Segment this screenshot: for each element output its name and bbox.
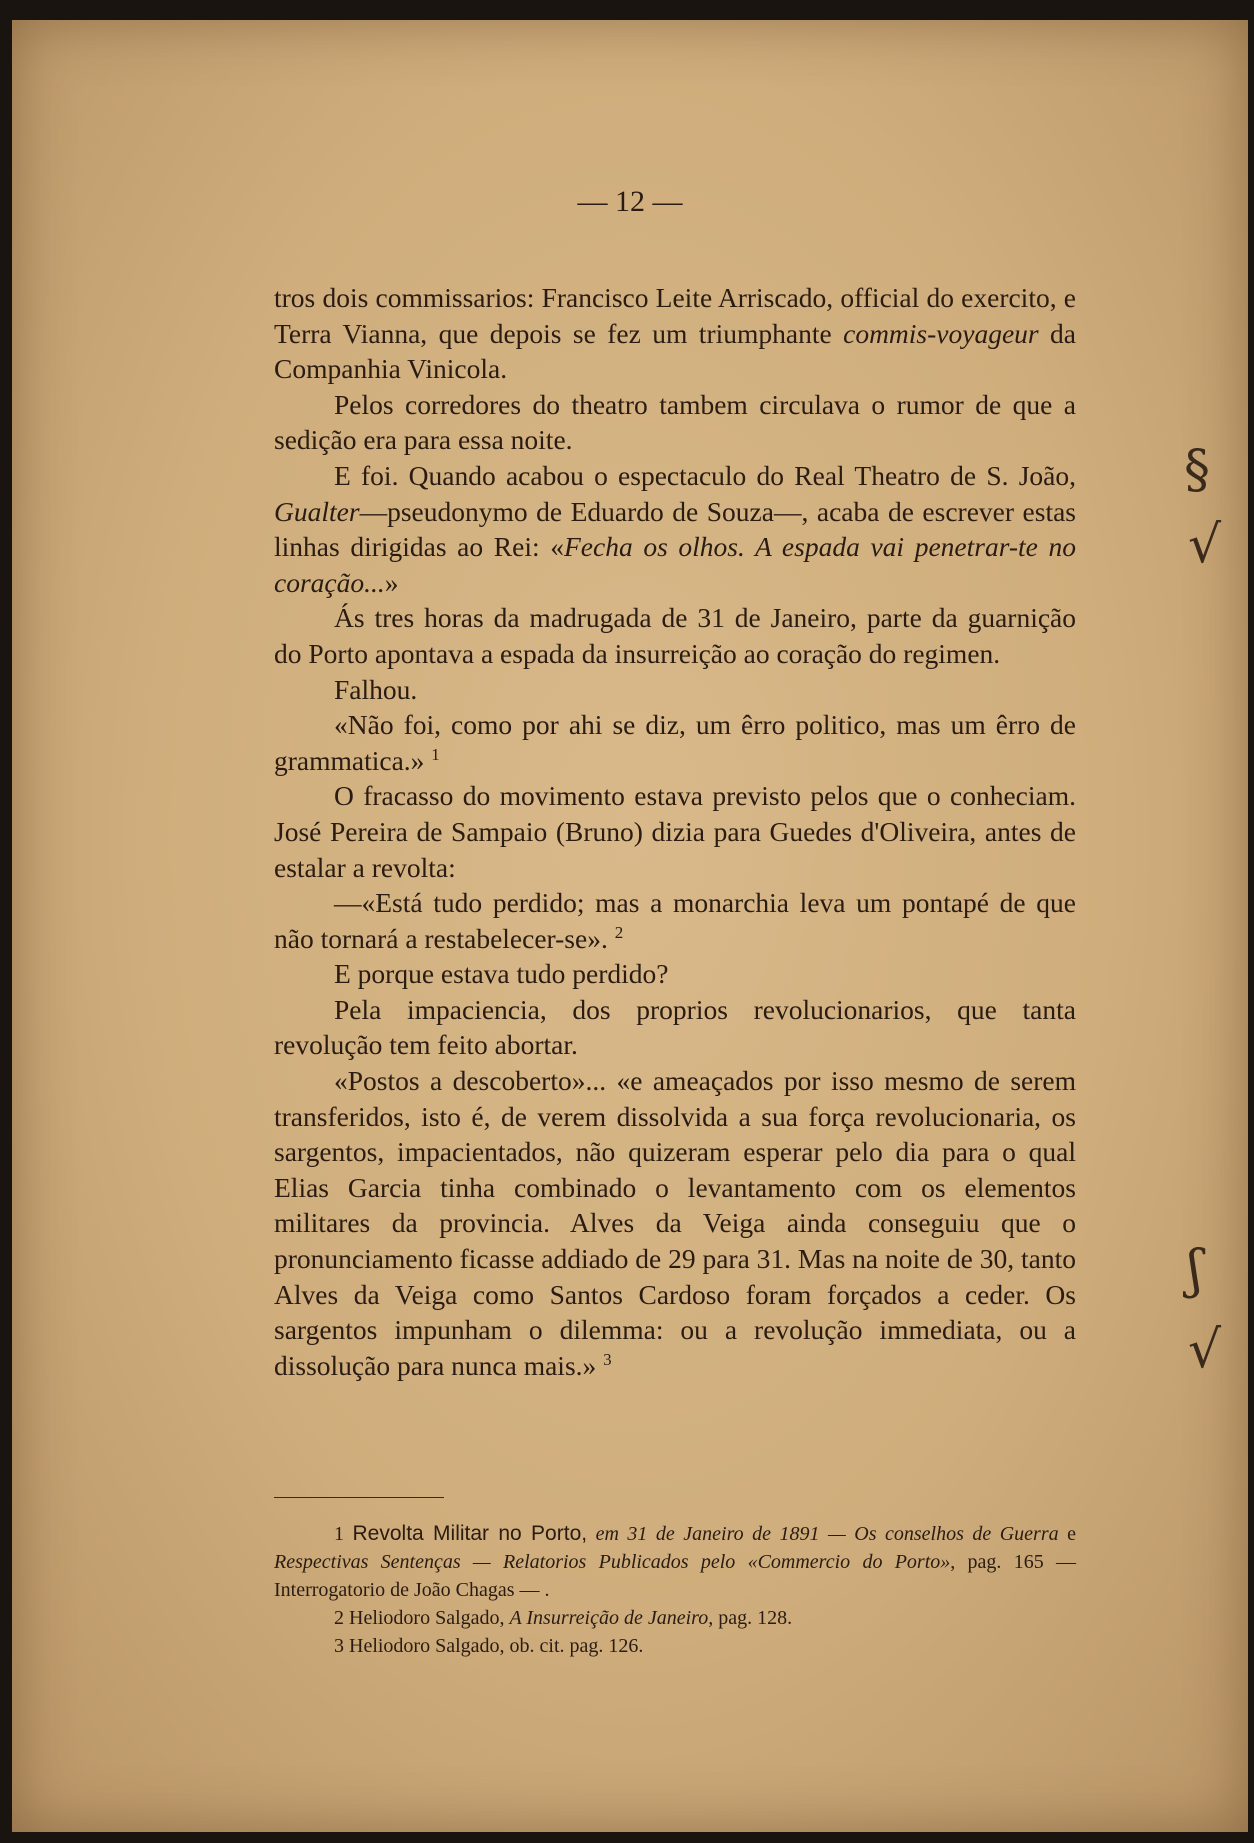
footnote-segment: A Insurreição de Janeiro bbox=[509, 1607, 709, 1629]
text-segment: «Não foi, como por ahi se diz, um êrro politico, mas um êrro de grammatica.» bbox=[274, 709, 1076, 776]
margin-annotation-mark: ʃ bbox=[1188, 1240, 1203, 1300]
margin-annotation-mark: √ bbox=[1188, 1320, 1222, 1380]
margin-annotation-mark: § bbox=[1184, 440, 1210, 500]
footnote-segment: Respectivas Sentenças — Relatorios Publicados pelo «Commercio do Porto» bbox=[274, 1551, 951, 1573]
paragraph bbox=[274, 280, 1076, 387]
margin-annotation-mark: √ bbox=[1188, 515, 1222, 575]
footnote-ref: 1 bbox=[431, 744, 440, 764]
text-segment: —pseudonymo de Eduardo de Souza—, acaba de escrever estas linhas dirigidas ao Rei: « bbox=[274, 495, 1076, 563]
text-segment: E porque estava tudo perdido? bbox=[334, 958, 669, 990]
paragraph bbox=[274, 672, 1076, 708]
text-segment: commis-voyageur bbox=[843, 317, 1039, 349]
text-segment: Fecha os olhos. A espada vai penetrar-te no coração... bbox=[274, 531, 1076, 598]
paragraph bbox=[274, 956, 1076, 992]
paragraph bbox=[274, 885, 1076, 956]
footnote-ref: 3 bbox=[603, 1349, 612, 1369]
footnote-ref: 2 bbox=[614, 922, 624, 942]
body-text bbox=[274, 280, 1076, 1383]
text-segment: Ás tres horas da madrugada de 31 de Janeiro, parte da guarnição do Porto apontava a espada da insurreição ao coração do regimen. bbox=[274, 602, 1076, 669]
text-segment: » bbox=[384, 566, 399, 598]
footnote-divider bbox=[274, 1497, 444, 1498]
paragraph bbox=[274, 458, 1076, 600]
footnote bbox=[274, 1632, 1076, 1660]
footnotes bbox=[274, 1520, 1076, 1660]
paragraph bbox=[274, 600, 1076, 671]
footnote-segment: em 31 de Janeiro de 1891 — Os conselhos de Guerra bbox=[587, 1523, 1059, 1545]
footnote-segment: 3 Heliodoro Salgado, ob. cit. pag. 126. bbox=[334, 1635, 644, 1657]
text-segment: Pela impaciencia, dos proprios revolucionarios, que tanta revolução tem feito abortar. bbox=[274, 993, 1076, 1061]
paragraph bbox=[274, 778, 1076, 885]
text-segment: da Companhia Vinicola. bbox=[274, 317, 1076, 385]
page-sheet bbox=[12, 20, 1248, 1832]
paragraph bbox=[274, 992, 1076, 1063]
footnote-segment: , pag. 165 — Interrogatorio de João Chagas — . bbox=[274, 1551, 1076, 1601]
footnote bbox=[274, 1520, 1076, 1604]
paragraph bbox=[274, 707, 1076, 778]
text-segment: O fracasso do movimento estava previsto pelos que o conheciam. José Pereira de Sampaio (Bruno) dizia para Guedes d'Oliveira, antes de estalar a revolta: bbox=[274, 780, 1076, 883]
text-segment: —«Está tudo perdido; mas a monarchia leva um pontapé de que não tornará a restabelecer-se». bbox=[274, 887, 1076, 954]
text-segment: Pelos corredores do theatro tambem circulava o rumor de que a sedição era para essa noite. bbox=[274, 388, 1076, 456]
paragraph bbox=[274, 1063, 1076, 1383]
text-segment: E foi. Quando acabou o espectaculo do Real Theatro de S. João, bbox=[334, 459, 1076, 491]
paragraph bbox=[274, 387, 1076, 458]
footnote-segment: 1 bbox=[334, 1523, 353, 1545]
text-segment: Gualter bbox=[274, 495, 360, 527]
footnote-segment: e bbox=[1058, 1523, 1076, 1545]
page-number: — 12 — bbox=[577, 185, 683, 218]
text-segment: Falhou. bbox=[334, 673, 418, 705]
text-segment: «Postos a descoberto»... «e ameaçados por isso mesmo de serem transferidos, isto é, de verem dissolvida a sua força revolucionaria, os sargentos, impacientados, não quizeram esperar pelo dia para o qual Elias Garcia tinha combinado o levantamento com os elementos militares da provincia. Alves da Veiga ainda conseguiu que o pronunciamento ficasse addiado de 29 para 31. Mas na noite de 30, tanto Alves da Veiga como Santos Cardoso foram forçados a ceder. Os sargentos impunham o dilemma: ou a revolução immediata, ou a dissolução para nunca mais.» bbox=[274, 1065, 1076, 1381]
footnote bbox=[274, 1604, 1076, 1632]
footnote-segment: , pag. 128. bbox=[708, 1607, 793, 1629]
footnote-segment: 2 Heliodoro Salgado, bbox=[334, 1607, 510, 1629]
text-segment: tros dois commissarios: Francisco Leite Arriscado, official do exercito, e Terra Vianna, que depois se fez um triumphante bbox=[274, 282, 1076, 349]
footnote-segment: Revolta Militar no Porto, bbox=[352, 1522, 588, 1545]
